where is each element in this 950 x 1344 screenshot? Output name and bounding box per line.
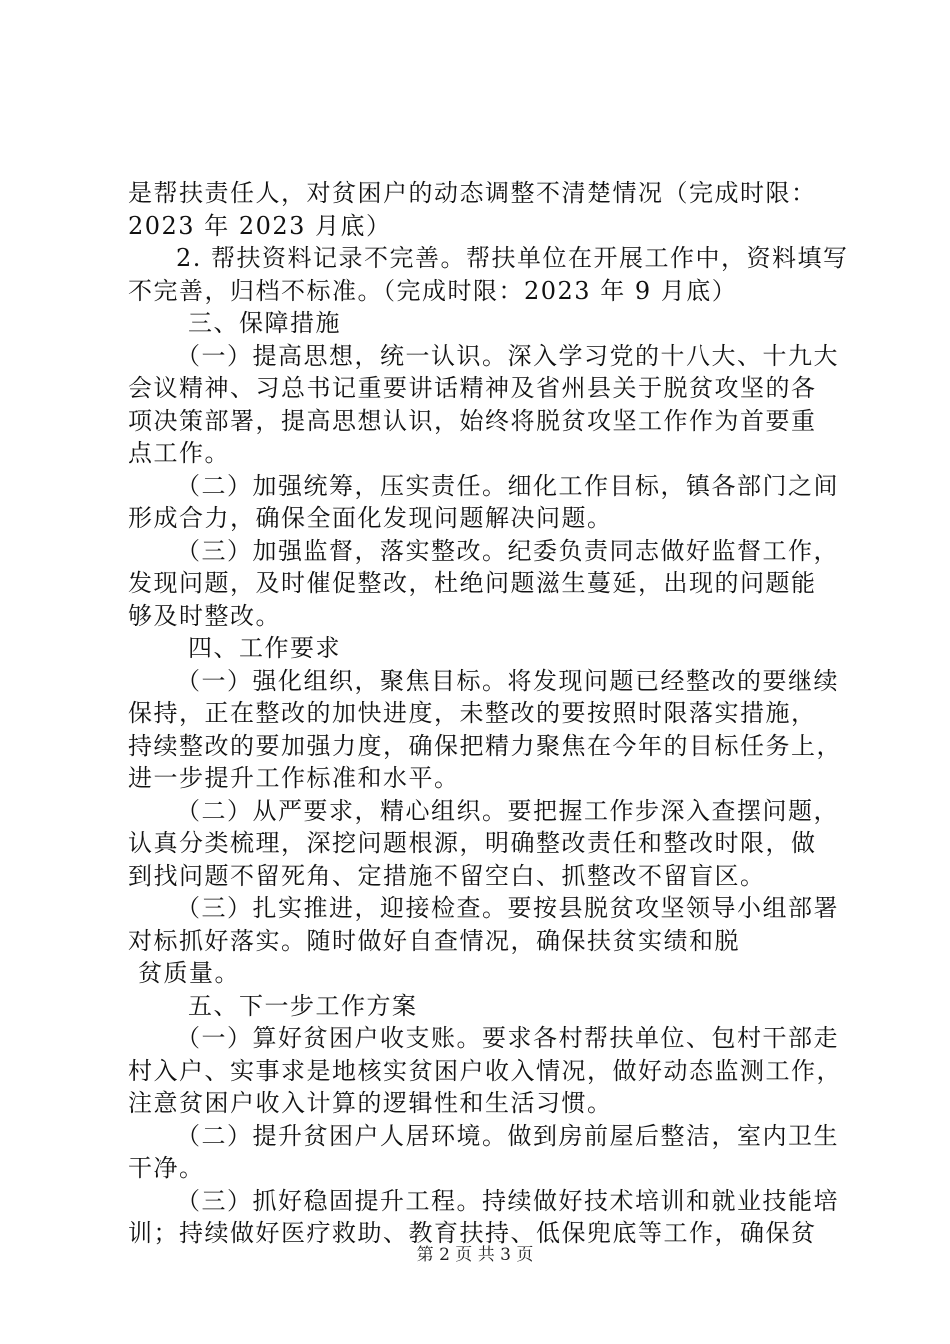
text-line: 形成合力，确保全面化发现问题解决问题。 (128, 504, 613, 532)
text-line: （二）从严要求，精心组织。要把握工作步深入查摆问题， (176, 796, 839, 825)
text-line: （一）提高思想，统一认识。深入学习党的十八大、十九大 (176, 341, 839, 370)
document-body (128, 177, 848, 1250)
text-line: （一）强化组织，聚焦目标。将发现问题已经整改的要继续 (176, 666, 839, 695)
text-line: 认真分类梳理，深挖问题根源，明确整改责任和整改时限，做 (128, 829, 817, 857)
section-heading: 五、下一步工作方案 (188, 991, 418, 1020)
text-line: 2. 帮扶资料记录不完善。帮扶单位在开展工作中，资料填写 (176, 244, 849, 272)
text-line: 项决策部署，提高思想认识，始终将脱贫攻坚工作作为首要重 (128, 406, 817, 435)
section-heading: 三、保障措施 (188, 309, 341, 337)
text-line: 干净。 (128, 1154, 205, 1182)
text-line: 保持，正在整改的加快进度，未整改的要按照时限落实措施， (128, 699, 817, 727)
text-line: 2023 年 2023 月底） (128, 211, 392, 240)
text-line: 够及时整改。 (128, 601, 281, 630)
text-line: （一）算好贫困户收支账。要求各村帮扶单位、包村干部走 (176, 1024, 839, 1052)
text-line: 点工作。 (128, 439, 230, 467)
text-line: 发现问题，及时催促整改，杜绝问题滋生蔓延，出现的问题能 (128, 569, 817, 597)
text-line: 对标抓好落实。随时做好自查情况，确保扶贫实绩和脱 (128, 926, 740, 955)
text-line: 持续整改的要加强力度，确保把精力聚焦在今年的目标任务上， (128, 731, 842, 760)
text-line: 进一步提升工作标准和水平。 (128, 764, 460, 792)
text-line: 注意贫困户收入计算的逻辑性和生活习惯。 (128, 1089, 613, 1117)
text-line: 贫质量。 (138, 959, 240, 987)
text-line: 不完善，归档不标准。（完成时限：2023 年 9 月底） (128, 276, 738, 305)
text-line: （三）加强监督，落实整改。纪委负责同志做好监督工作， (176, 536, 839, 565)
text-line: 会议精神、习总书记重要讲话精神及省州县关于脱贫攻坚的各 (128, 374, 817, 402)
text-line: （二）提升贫困户人居环境。做到房前屋后整洁，室内卫生 (176, 1121, 839, 1150)
text-line: 到找问题不留死角、定措施不留空白、抓整改不留盲区。 (128, 861, 766, 890)
text-line: （二）加强统筹，压实责任。细化工作目标，镇各部门之间 (176, 471, 839, 500)
section-heading: 四、工作要求 (188, 634, 341, 662)
text-line: （三）扎实推进，迎接检查。要按县脱贫攻坚领导小组部署 (176, 894, 839, 922)
text-line: 是帮扶责任人，对贫困户的动态调整不清楚情况（完成时限： (128, 179, 817, 207)
text-line: （三）抓好稳固提升工程。持续做好技术培训和就业技能培 (176, 1186, 839, 1215)
page-number-footer: 第 2 页 共 3 页 (416, 1245, 534, 1265)
text-line: 训；持续做好医疗救助、教育扶持、低保兜底等工作，确保贫 (128, 1219, 817, 1247)
text-line: 村入户、实事求是地核实贫困户收入情况，做好动态监测工作， (128, 1056, 842, 1085)
